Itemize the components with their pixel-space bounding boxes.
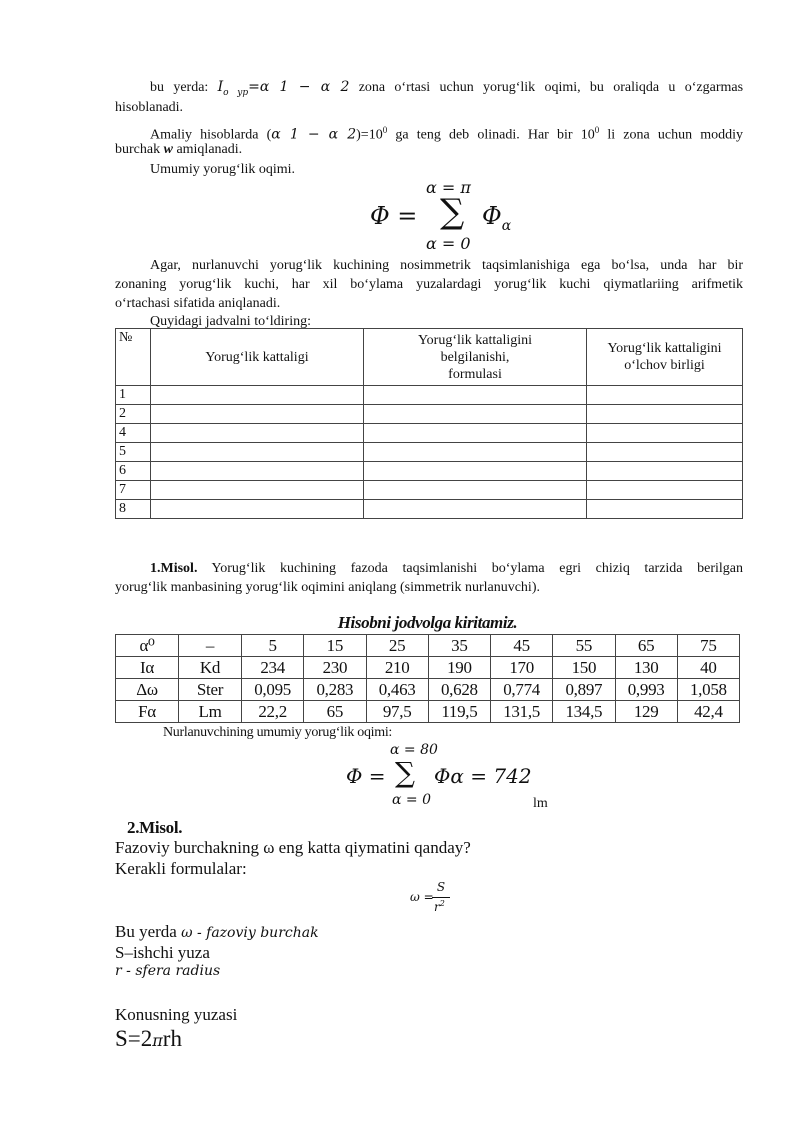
- formula1-top: α = π: [426, 178, 471, 197]
- table-cell: 5: [242, 635, 304, 657]
- table-cell: Kd: [179, 657, 242, 679]
- table-cell: 75: [677, 635, 739, 657]
- table-cell: 55: [553, 635, 615, 657]
- para1-line1: [150, 77, 743, 103]
- table-cell: Lm: [179, 701, 242, 723]
- table-cell: 129: [615, 701, 677, 723]
- table-row: [116, 679, 740, 701]
- fill-table: [115, 328, 743, 519]
- table-cell: 0,774: [491, 679, 553, 701]
- def-r: r - sfera radius: [115, 963, 221, 979]
- table-cell: α⁰: [116, 635, 179, 657]
- table-cell: 35: [428, 635, 490, 657]
- misol2-question: Fazoviy burchakning ω eng katta qiymatini qanday?: [115, 838, 471, 857]
- misol2-formulas-label: Kerakli formulalar:: [115, 859, 247, 878]
- table-cell: 170: [491, 657, 553, 679]
- formula2-sigma: ∑: [395, 756, 415, 789]
- formula2-lhs: Φ =: [346, 764, 386, 788]
- table-cell: 42,4: [677, 701, 739, 723]
- table-cell: Δω: [116, 679, 179, 701]
- formula1-bottom: α = 0: [426, 234, 471, 253]
- table-cell: 1,058: [677, 679, 739, 701]
- formula2-top: α = 80: [390, 742, 438, 758]
- table-cell: 97,5: [366, 701, 428, 723]
- misol2-title: 2.Misol.: [127, 818, 183, 837]
- header-quantity: Yorug‘lik kattaligi: [151, 329, 364, 386]
- table-cell: 22,2: [242, 701, 304, 723]
- def-omega: Bu yerda ω - fazoviy burchak: [115, 922, 319, 941]
- table-cell: 150: [553, 657, 615, 679]
- para4-line3: o‘rtachasi sifatida aniqlanadi.: [115, 296, 281, 311]
- data-table: [115, 634, 740, 723]
- para4-line2: zonaning yorug‘lik kuchi, har xil bo‘ylama yuzalardagi yorug‘lik kuchi qiymatlariing arifmetik: [115, 277, 743, 292]
- table-row: 5: [116, 443, 743, 462]
- table-row: 7: [116, 481, 743, 500]
- table-cell: Fα: [116, 701, 179, 723]
- formula1-term: $\Phi_\alpha$: [482, 202, 512, 234]
- header-unit: Yorug‘lik kattaligini o‘lchov birligi: [587, 329, 743, 386]
- table2-title: Hisobni jodvolga kiritamiz.: [337, 613, 518, 632]
- table-row: 2: [116, 405, 743, 424]
- omega-formula: ω = S $r^2$: [410, 880, 470, 920]
- formula2-term: Φα = 742: [434, 764, 532, 788]
- para1-lead: bu yerda:: [150, 80, 209, 95]
- table-cell: 0,463: [366, 679, 428, 701]
- para1-text: zona o‘rtasi uchun yorug‘lik oqimi, bu oraliqda u o‘zgarmas: [358, 80, 744, 95]
- formula1: [360, 178, 560, 256]
- table-cell: 131,5: [491, 701, 553, 723]
- table-cell: Ster: [179, 679, 242, 701]
- cone-label: Konusning yuzasi: [115, 1005, 238, 1024]
- formula1-sigma: ∑: [440, 192, 465, 232]
- misol1-line2: yorug‘lik manbasining yorug‘lik oqimini aniqlang (simmetrik nurlanuvchi).: [115, 580, 540, 595]
- table-cell: 234: [242, 657, 304, 679]
- para2-line1: Amaliy hisoblarda (α 1 − α $2)=10^0$ ga teng deb olinadi. Har bir $10^0$ li zona uchun moddiy: [150, 125, 743, 143]
- table-row: [116, 701, 740, 723]
- table-cell: 190: [428, 657, 490, 679]
- table-row: 4: [116, 424, 743, 443]
- table-row: [116, 635, 740, 657]
- table-cell: 0,628: [428, 679, 490, 701]
- para3: Umumiy yorug‘lik oqimi.: [150, 162, 296, 177]
- table-cell: 45: [491, 635, 553, 657]
- def-s: S–ishchi yuza: [115, 943, 210, 962]
- cone-formula: S=2πrh: [115, 1026, 182, 1051]
- table-cell: 0,993: [615, 679, 677, 701]
- table-cell: 119,5: [428, 701, 490, 723]
- table-cell: 25: [366, 635, 428, 657]
- omega-denominator: $r^2$: [434, 899, 445, 914]
- table-cell: 65: [304, 701, 366, 723]
- table-cell: 0,095: [242, 679, 304, 701]
- table-cell: 230: [304, 657, 366, 679]
- fill-table-header: [116, 329, 743, 386]
- table-row: [116, 657, 740, 679]
- table-cell: 0,283: [304, 679, 366, 701]
- total-label: Nurlanuvchining umumiy yorug‘lik oqimi:: [163, 725, 393, 740]
- table-cell: 0,897: [553, 679, 615, 701]
- omega-numerator: S: [436, 880, 446, 894]
- table-cell: 210: [366, 657, 428, 679]
- para1-formula: $I_{o yp}=\alpha$ 1 − α 2: [217, 79, 350, 98]
- table-row: 1: [116, 386, 743, 405]
- para1-line2: hisoblanadi.: [115, 100, 184, 115]
- table-cell: 65: [615, 635, 677, 657]
- header-notation: Yorug‘lik kattaligini belgilanishi, formulasi: [364, 329, 587, 386]
- table-cell: 15: [304, 635, 366, 657]
- table-cell: 134,5: [553, 701, 615, 723]
- para4-line1: Agar, nurlanuvchi yorug‘lik kuchining nosimmetrik taqsimlanishiga ega bo‘lsa, unda har bir: [150, 258, 743, 273]
- table-cell: –: [179, 635, 242, 657]
- formula2-unit: lm: [533, 796, 548, 811]
- table-cell: 130: [615, 657, 677, 679]
- fraction-bar: [432, 897, 450, 898]
- para2-line2: burchak w amiqlanadi.: [115, 142, 243, 157]
- formula1-lhs: Φ =: [370, 202, 418, 230]
- header-number: №: [116, 329, 151, 386]
- table-row: 6: [116, 462, 743, 481]
- table-row: 8: [116, 500, 743, 519]
- para5: Quyidagi jadvalni to‘ldiring:: [150, 314, 311, 329]
- table-cell: Iα: [116, 657, 179, 679]
- misol1-line1: 1.Misol. Yorug‘lik kuchining fazoda taqsimlanishi bo‘ylama egri chiziq tarzida berilgan: [150, 561, 743, 576]
- formula2-bottom: α = 0: [392, 792, 431, 808]
- table-cell: 40: [677, 657, 739, 679]
